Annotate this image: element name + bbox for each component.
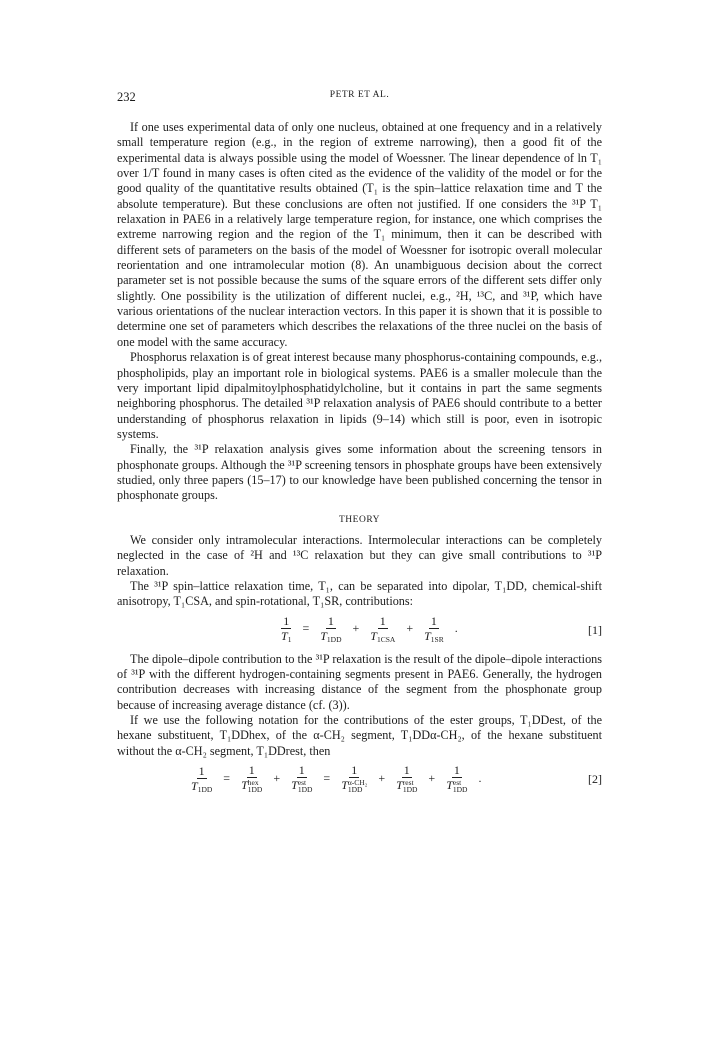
equation-2-body: $\frac{1}{T_{1DD}}$ = 1 T hex 1DD + 1 T est 1DD = 1 T α-CH₂ 1DD + 1 T rest 1DD + 1 T est 1DD . bbox=[191, 763, 482, 795]
paragraph-theory-3: The dipole–dipole contribution to the ³¹P relaxation is the result of the dipole–dipole interactions of ³¹P with the different hydrogen-containing segments present in PAE6. Generally, the hydrogen contribution decreases with increasing distance of the segment from the phosphonate group because of increasing average distance (cf. (3)). bbox=[117, 651, 602, 712]
page-number: 232 bbox=[117, 90, 136, 104]
equation-2-number: [2] bbox=[588, 772, 602, 787]
paragraph-intro-2: Phosphorus relaxation is of great interest because many phosphorus-containing compounds, e.g., phospholipids, play an important role in biological systems. PAE6 is a smaller molecule than the very important lipid dipalmitoylphosphatidylcholine, but it contains in part the same segments neighboring phosphorus. The detailed ³¹P relaxation analysis of PAE6 should contribute to a better understanding of phosphorus relaxation in lipids (9–14) which still is poor, even in isotropic systems. bbox=[117, 350, 602, 441]
page-header bbox=[117, 90, 602, 106]
paragraph-intro-3: Finally, the ³¹P relaxation analysis gives some information about the screening tensors in phosphonate groups. Although the ³¹P screening tensors in phosphate groups have been extensively studied, only three papers (15–17) to our knowledge have been published concerning the tensor in phosphonate groups. bbox=[117, 442, 602, 503]
equation-1-body: $\frac{1}{T_1}$ = $\frac{1}{T_{1DD}}$ + $\frac{1}{T_{1CSA}}$ + $\frac{1}{T_{1SR}}$ . bbox=[281, 613, 458, 644]
paragraph-theory-2: The ³¹P spin–lattice relaxation time, T₁, can be separated into dipolar, T₁DD, chemical-shift anisotropy, T₁CSA, and spin-rotational, T₁SR, contributions: bbox=[117, 578, 602, 609]
paragraph-intro-1: If one uses experimental data of only one nucleus, obtained at one frequency and in a relatively small temperature region (e.g., in the region of extreme narrowing), then a good fit of the experimental data is always possible using the model of Woessner. The linear dependence of ln T₁ over 1/T found in many cases is often cited as the evidence of the validity of the model or for the good quality of the quantitative results obtained (T₁ is the spin–lattice relaxation time and T the absolute temperature). But these conclusions are often not justified. If one considers the ³¹P T₁ relaxation in PAE6 in a relatively large temperature region, for instance, one which comprises the extreme narrowing region and the region of the T₁ minimum, then it can be described with different sets of parameters on the basis of the model of Woessner for isotropic overall molecular reorientation and one intramolecular motion (8). An unambiguous decision about the correct parameter set is not possible because the sums of the square errors of the different sets differ only slightly. One possibility is the utilization of different nuclei, e.g., ²H, ¹³C, and ³¹P, which have various orientations of the nuclear interaction vectors. In this paper it is shown that it is possible to determine one set of parameters which describes the relaxations of the three nuclei on the basis of one model with the same accuracy. bbox=[117, 120, 602, 349]
paragraph-theory-4: If we use the following notation for the contributions of the ester groups, T₁DDest, of the hexane substituent, T₁DDhex, of the α-CH₂ segment, T₁DDα-CH₂, of the hexane substituent without the α-CH₂ segment, T₁DDrest, then bbox=[117, 713, 602, 758]
equation-2 bbox=[117, 762, 602, 798]
section-heading-theory: THEORY bbox=[339, 514, 380, 525]
equation-1 bbox=[117, 613, 602, 649]
article-body bbox=[117, 120, 602, 801]
running-head: PETR ET AL. bbox=[329, 90, 390, 100]
equation-1-number: [1] bbox=[588, 622, 602, 637]
paragraph-theory-1: We consider only intramolecular interactions. Intermolecular interactions can be completely neglected in the case of ²H and ¹³C relaxation but they can give small contributions to ³¹P relaxation. bbox=[117, 532, 602, 578]
